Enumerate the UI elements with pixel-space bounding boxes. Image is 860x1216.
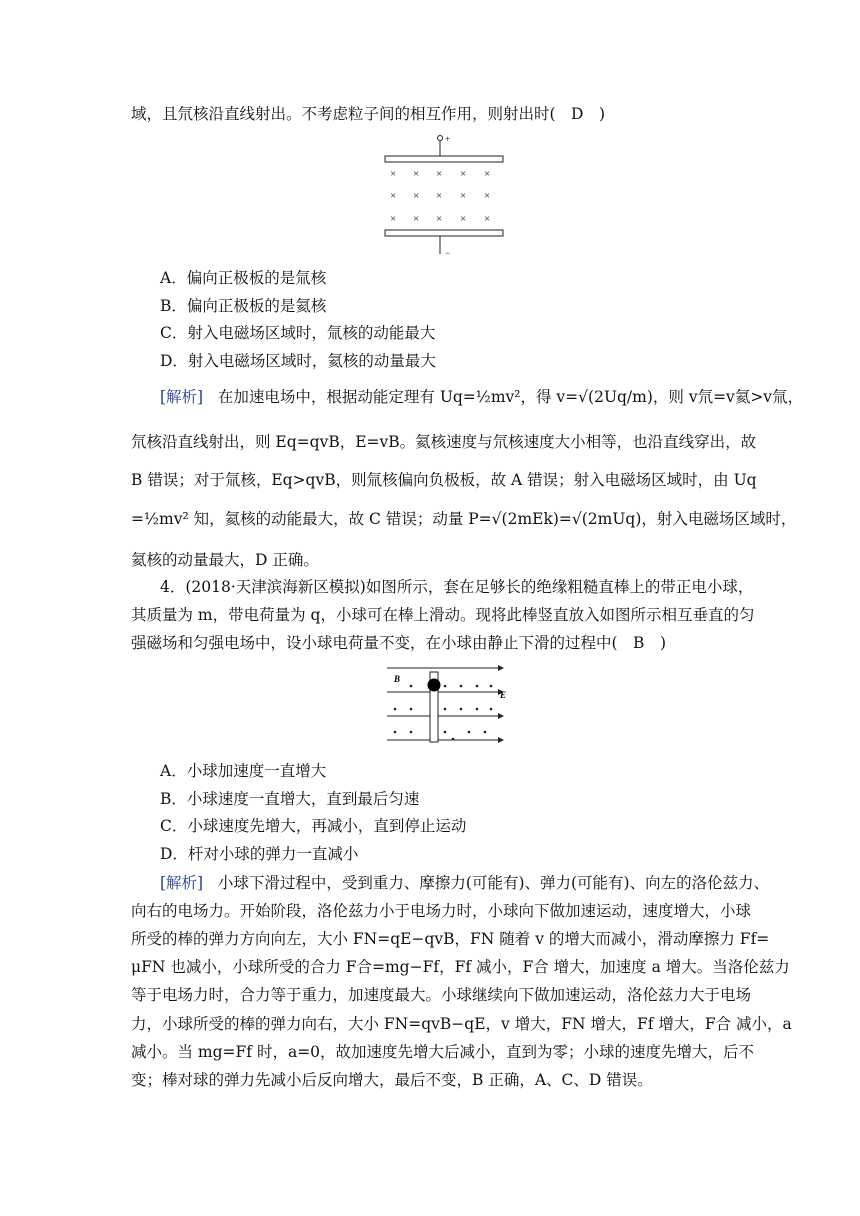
- svg-text:×: ×: [436, 168, 443, 180]
- q3-analysis-line-3: B 错误；对于氚核，Eq>qvB，则氚核偏向负极板，故 A 错误；射入电磁场区域时，由 Uq: [131, 471, 757, 489]
- q4-stem-line-2: 其质量为 m，带电荷量为 q，小球可在棒上滑动。现将此棒竖直放入如图所示相互垂直的匀: [131, 606, 755, 624]
- q4-analysis-line-3: 所受的棒的弹力方向向左，大小 FN=qE−qvB，FN 随着 v 的增大而减小，滑动摩擦力 Ff=: [131, 930, 770, 948]
- q3-figure: [380, 132, 510, 262]
- svg-text:×: ×: [484, 168, 491, 180]
- svg-text:×: ×: [413, 213, 420, 225]
- svg-text:×: ×: [460, 190, 467, 202]
- q4-option-b: B．小球速度一直增大，直到最后匀速: [160, 790, 420, 808]
- q3-option-b: B．偏向正极板的是氦核: [160, 297, 327, 315]
- svg-text:×: ×: [390, 190, 397, 202]
- q3-field-crosses: [390, 168, 490, 225]
- q4-analysis-label: [解析]: [160, 874, 204, 892]
- q4-analysis-line-2: 向右的电场力。开始阶段，洛伦兹力小于电场力时，小球向下做加速运动，速度增大，小球: [131, 902, 752, 920]
- q4-option-a: A．小球加速度一直增大: [160, 762, 327, 780]
- svg-text:×: ×: [484, 190, 491, 202]
- q4-option-d: D．杆对小球的弹力一直减小: [160, 845, 359, 863]
- q4-stem-line-1: 4．(2018·天津滨海新区模拟)如图所示，套在足够长的绝缘粗糙直棒上的带正电小球，: [160, 578, 754, 596]
- q3-option-c: C．射入电磁场区域时，氚核的动能最大: [160, 324, 436, 342]
- q4-ball: [428, 679, 441, 692]
- svg-text:×: ×: [460, 213, 467, 225]
- svg-text:×: ×: [436, 213, 443, 225]
- q4-option-c: C．小球速度先增大，再减小，直到停止运动: [160, 817, 467, 835]
- q3-analysis-line-1: [解析] 在加速电场中，根据动能定理有 Uq=½mv²，得 v=√(2Uq/m)，则 v氘=v氦>v氚，: [160, 388, 804, 406]
- q3-analysis-label: [解析]: [160, 388, 204, 406]
- q4-b-field-dots: [394, 685, 493, 741]
- svg-text:×: ×: [390, 213, 397, 225]
- q4-analysis-line-7: 减小。当 mg=Ff 时，a=0，故加速度先增大后减小，直到为零；小球的速度先增大，后不: [131, 1043, 755, 1061]
- q4-analysis-line-6: 力，小球所受的棒的弹力向右，大小 FN=qvB−qE，v 增大，FN 增大，Ff 增大，F合 减小，a: [131, 1015, 792, 1033]
- q3-analysis-line-2: 氘核沿直线射出，则 Eq=qvB，E=vB。氦核速度与氘核速度大小相等，也沿直线穿出，故: [131, 433, 757, 451]
- q4-analysis-line-4: μFN 也减小，小球所受的合力 F合=mg−Ff，Ff 减小，F合 增大，加速度 a 增大。当洛伦兹力: [131, 958, 790, 976]
- q3-stem-tail: 域，且氘核沿直线射出。不考虑粒子间的相互作用，则射出时( D ): [131, 105, 606, 123]
- svg-text:×: ×: [460, 168, 467, 180]
- svg-text:×: ×: [484, 213, 491, 225]
- q4-e-field-lines: [387, 668, 503, 740]
- q3-analysis-line-4: =½mv² 知，氦核的动能最大，故 C 错误；动量 P=√(2mEk)=√(2mUq)，射入电磁场区域时，: [131, 510, 797, 528]
- q4-analysis-line-1: [解析] 小球下滑过程中，受到重力、摩擦力(可能有)、弹力(可能有)、向左的洛伦兹力、: [160, 874, 770, 892]
- q3-analysis-line-5: 氦核的动量最大，D 正确。: [131, 551, 319, 569]
- q4-analysis-line-5: 等于电场力时，合力等于重力，加速度最大。小球继续向下做加速运动，洛伦兹力大于电场: [131, 986, 752, 1004]
- q4-fig-b-label: B: [394, 674, 401, 684]
- svg-text:×: ×: [436, 190, 443, 202]
- q3-fig-minus: −: [445, 248, 451, 258]
- svg-text:×: ×: [413, 168, 420, 180]
- svg-text:×: ×: [413, 190, 420, 202]
- q3-fig-plus: +: [445, 134, 451, 144]
- svg-text:×: ×: [390, 168, 397, 180]
- q4-fig-e-label: E: [500, 690, 507, 700]
- q4-figure: [383, 664, 513, 750]
- q3-option-a: A．偏向正极板的是氚核: [160, 269, 327, 287]
- q3-option-d: D．射入电磁场区域时，氦核的动量最大: [160, 352, 436, 370]
- q4-analysis-line-8: 变；棒对球的弹力先减小后反向增大，最后不变，B 正确，A、C、D 错误。: [131, 1071, 653, 1089]
- q4-stem-line-3: 强磁场和匀强电场中，设小球电荷量不变，在小球由静止下滑的过程中( B ): [131, 634, 666, 652]
